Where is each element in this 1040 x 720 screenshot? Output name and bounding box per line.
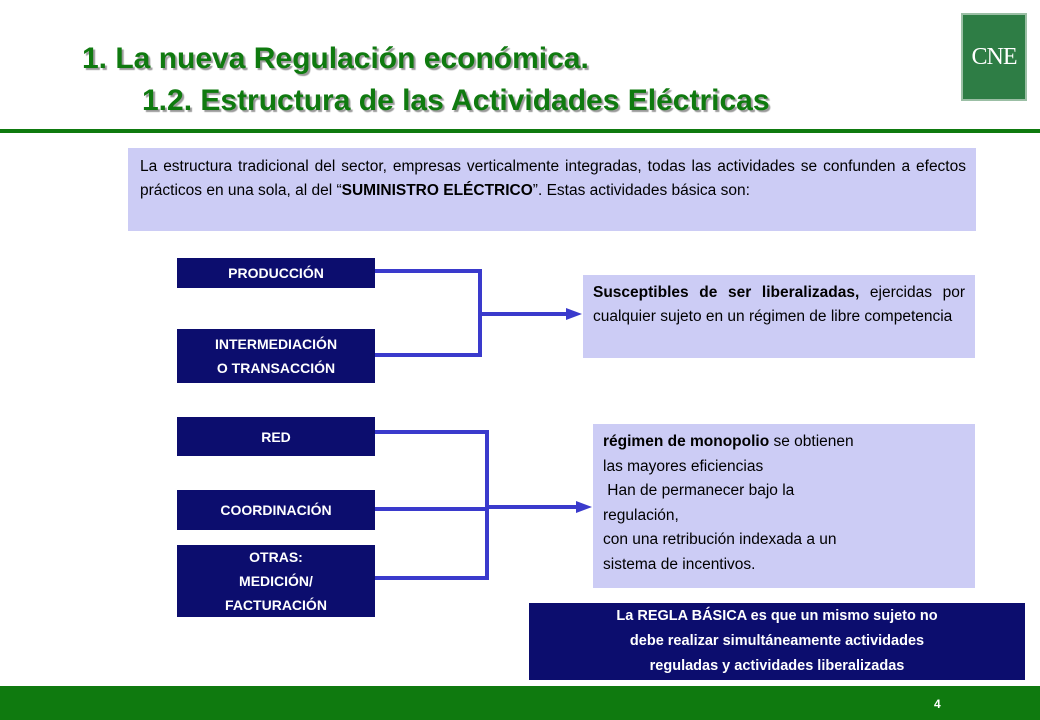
intro-bold: SUMINISTRO ELÉCTRICO	[341, 182, 533, 199]
basic-rule-line: reguladas y actividades liberalizadas	[649, 658, 905, 674]
activity-intermediacion	[177, 329, 375, 383]
monopoly-box	[593, 424, 975, 588]
page-number: 4	[934, 697, 941, 711]
liberalized-bold: Susceptibles de ser liberalizadas,	[593, 284, 860, 301]
activity-label: FACTURACIÓN	[225, 597, 327, 613]
monopoly-line: regulación,	[603, 506, 679, 524]
monopoly-text: se obtienen	[769, 433, 854, 450]
intro-text: La estructura tradicional del sector, empresas verticalmente integradas, todas las actividades se confunden a efectos prácticos en una sola, al del “	[140, 158, 966, 199]
connector-red	[375, 432, 487, 578]
slide-title: 1. La nueva Regulación económica.	[82, 42, 589, 75]
activity-label: OTRAS:	[249, 549, 303, 565]
activity-label: O TRANSACCIÓN	[216, 360, 336, 376]
liberalized-box	[583, 275, 975, 358]
basic-rule-line: debe realizar simultáneamente actividades	[629, 633, 925, 649]
activity-label: COORDINACIÓN	[220, 502, 332, 518]
monopoly-line: sistema de incentivos.	[603, 555, 756, 573]
activity-coordinacion	[177, 490, 375, 530]
activity-red	[177, 417, 375, 456]
arrowhead-liberalized	[566, 308, 582, 320]
connector-produccion	[375, 271, 480, 355]
monopoly-line: las mayores eficiencias	[603, 457, 764, 475]
monopoly-line: Han de permanecer bajo la	[603, 482, 795, 499]
activity-otras	[177, 545, 375, 617]
activity-label: INTERMEDIACIÓN	[214, 336, 338, 352]
monopoly-line	[603, 430, 965, 455]
intro-text-end: ”. Estas actividades básica son:	[532, 182, 750, 199]
monopoly-bold: régimen de monopolio	[603, 433, 770, 450]
slide-subtitle: 1.2. Estructura de las Actividades Eléctricas	[142, 84, 770, 117]
activity-produccion	[177, 258, 375, 288]
basic-rule-line: La REGLA BÁSICA es que un mismo sujeto no	[616, 608, 938, 624]
activity-label: RED	[261, 428, 291, 445]
footer-bar	[0, 686, 1040, 720]
liberalized-text: ejercidas por cualquier sujeto en un régimen de libre competencia	[593, 284, 965, 325]
arrowhead-monopoly	[576, 501, 592, 513]
logo-text: CNE	[971, 43, 1017, 70]
monopoly-line: con una retribución indexada a un	[603, 531, 837, 548]
activity-label: PRODUCCIÓN	[228, 265, 324, 281]
activity-label: MEDICIÓN/	[239, 573, 313, 589]
basic-rule-box	[529, 603, 1025, 680]
